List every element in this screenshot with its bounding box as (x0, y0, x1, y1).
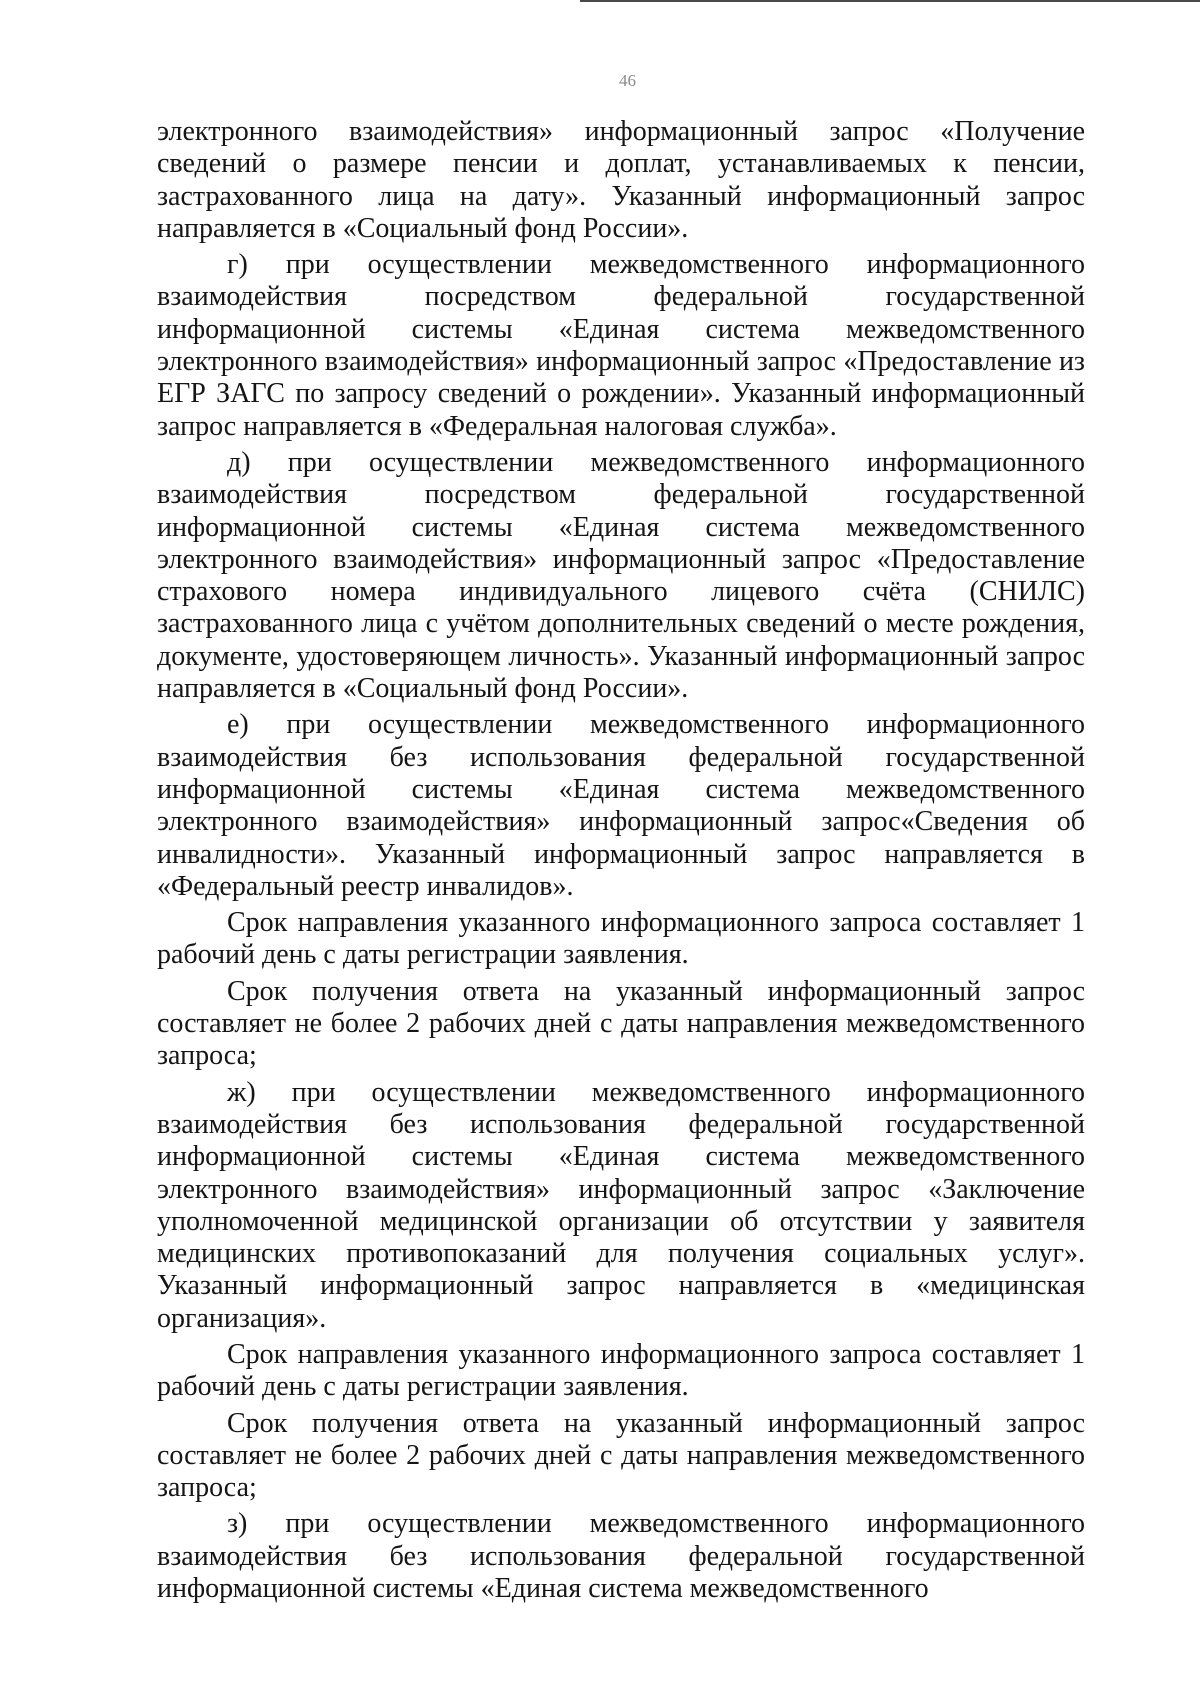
paragraph-z-interaction: з) при осуществлении межведомственного информационного взаимодействия без использования федеральной государственной информационной системы «Единая система межведомственного (157, 1508, 1085, 1605)
paragraph-response-deadline: Срок получения ответа на указанный информационный запрос составляет не более 2 рабочих дней с даты направления межведомственного запроса; (157, 975, 1085, 1072)
paragraph-response-deadline-2: Срок получения ответа на указанный информационный запрос составляет не более 2 рабочих дней с даты направления межведомственного запроса; (157, 1407, 1085, 1504)
paragraph-zh-medical: ж) при осуществлении межведомственного информационного взаимодействия без использования федеральной государственной информационной системы «Единая система межведомственного электронного взаимодействия» информационный запрос «Заключение уполномоченной медицинской организации об отсутствии у заявителя медицинских противопоказаний для получения социальных услуг». Указанный информационный запрос направляется в «медицинская организация». (157, 1076, 1085, 1334)
paragraph-e-disability: е) при осуществлении межведомственного информационного взаимодействия без использования федеральной государственной информационной системы «Единая система межведомственного электронного взаимодействия» информационный запрос«Сведения об инвалидности». Указанный информационный запрос направляется в «Федеральный реестр инвалидов». (157, 709, 1085, 902)
paragraph-send-deadline-2: Срок направления указанного информационного запроса составляет 1 рабочий день с даты регистрации заявления. (157, 1338, 1085, 1403)
paragraph-g-zags-birth: г) при осуществлении межведомственного информационного взаимодействия посредством федеральной государственной информационной системы «Единая система межведомственного электронного взаимодействия» информационный запрос «Предоставление из ЕГР ЗАГС по запросу сведений о рождении». Указанный информационный запрос направляется в «Федеральная налоговая служба». (157, 249, 1085, 442)
paragraph-send-deadline: Срок направления указанного информационного запроса составляет 1 рабочий день с даты регистрации заявления. (157, 907, 1085, 971)
scan-edge-line (580, 0, 1200, 2)
paragraph-pension-request: электронного взаимодействия» информационный запрос «Получение сведений о размере пенсии и доплат, устанавливаемых к пенсии, застрахованного лица на дату». Указанный информационный запрос направляется в «Социальный фонд России». (157, 116, 1085, 244)
page-number: 46 (619, 71, 636, 90)
paragraph-d-snils: д) при осуществлении межведомственного информационного взаимодействия посредством федеральной государственной информационной системы «Единая система межведомственного электронного взаимодействия» информационный запрос «Предоставление страхового номера индивидуального лицевого счёта (СНИЛС) застрахованного лица с учётом дополнительных сведений о месте рождения, документе, удостоверяющем личность». Указанный информационный запрос направляется в «Социальный фонд России». (157, 446, 1085, 705)
document-body (157, 116, 1085, 1607)
